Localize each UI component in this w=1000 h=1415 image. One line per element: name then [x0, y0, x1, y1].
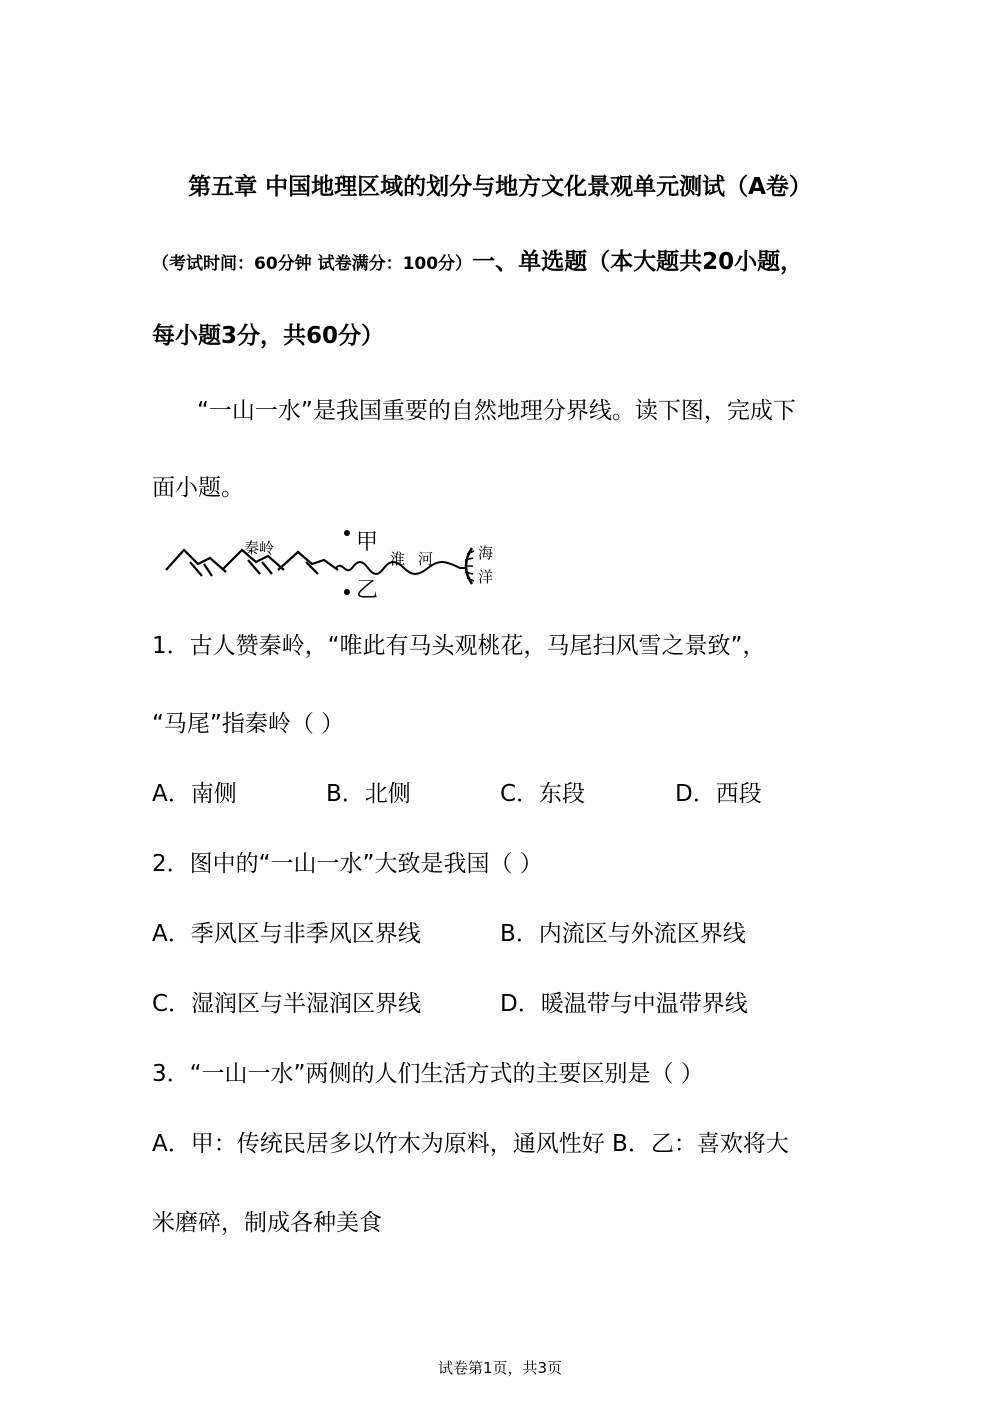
sea-label-hai: 海	[478, 544, 494, 562]
question-1-option-b: B．北侧	[326, 781, 411, 807]
sea-label-yang: 洋	[478, 568, 494, 586]
section-heading-line1: 一、单选题（本大题共20小题，	[472, 249, 804, 275]
coastline-icon	[465, 548, 474, 584]
point-yi-label: 乙	[356, 578, 379, 602]
question-2-option-a: A．季风区与非季风区界线	[152, 921, 421, 947]
mountain-label: 秦岭	[244, 539, 275, 557]
question-2-option-c: C．湿润区与半湿润区界线	[152, 991, 422, 1017]
page-footer: 试卷第1页，共3页	[437, 1359, 563, 1377]
question-2-option-d: D．暖温带与中温带界线	[500, 991, 748, 1017]
question-3-stem: 3．“一山一水”两侧的人们生活方式的主要区别是（ ）	[152, 1061, 704, 1087]
question-1-option-c: C．东段	[500, 781, 586, 807]
qinling-huaihe-figure	[160, 520, 520, 602]
question-3-options-line1: A．甲：传统民居多以竹木为原料，通风性好 B．乙：喜欢将大	[152, 1131, 789, 1157]
question-1-option-a: A．南侧	[152, 781, 237, 807]
question-3-options-line2: 米磨碎，制成各种美食	[152, 1210, 382, 1236]
question-1-stem-line1: 1．古人赞秦岭，“唯此有马头观桃花，马尾扫风雪之景致”，	[152, 633, 766, 659]
question-2-option-b: B．内流区与外流区界线	[500, 921, 746, 947]
intro-line1: “一山一水”是我国重要的自然地理分界线。读下图，完成下	[197, 398, 796, 424]
point-yi-dot	[344, 589, 350, 595]
section-heading-line2: 每小题3分，共60分）	[152, 323, 385, 349]
exam-info: （考试时间：60分钟 试卷满分：100分）	[152, 254, 473, 274]
river-label-huai: 淮	[390, 550, 406, 568]
page-title: 第五章 中国地理区域的划分与地方文化景观单元测试（A卷）	[188, 174, 812, 200]
point-jia-dot	[344, 530, 350, 536]
question-2-stem: 2．图中的“一山一水”大致是我国（ ）	[152, 851, 543, 877]
question-1-stem-line2: “马尾”指秦岭（ ）	[152, 711, 345, 737]
exam-info-line	[152, 243, 803, 276]
point-jia-label: 甲	[356, 530, 379, 555]
intro-line2: 面小题。	[152, 475, 244, 501]
question-1-option-d: D．西段	[675, 781, 762, 807]
river-label-he: 河	[418, 550, 434, 568]
